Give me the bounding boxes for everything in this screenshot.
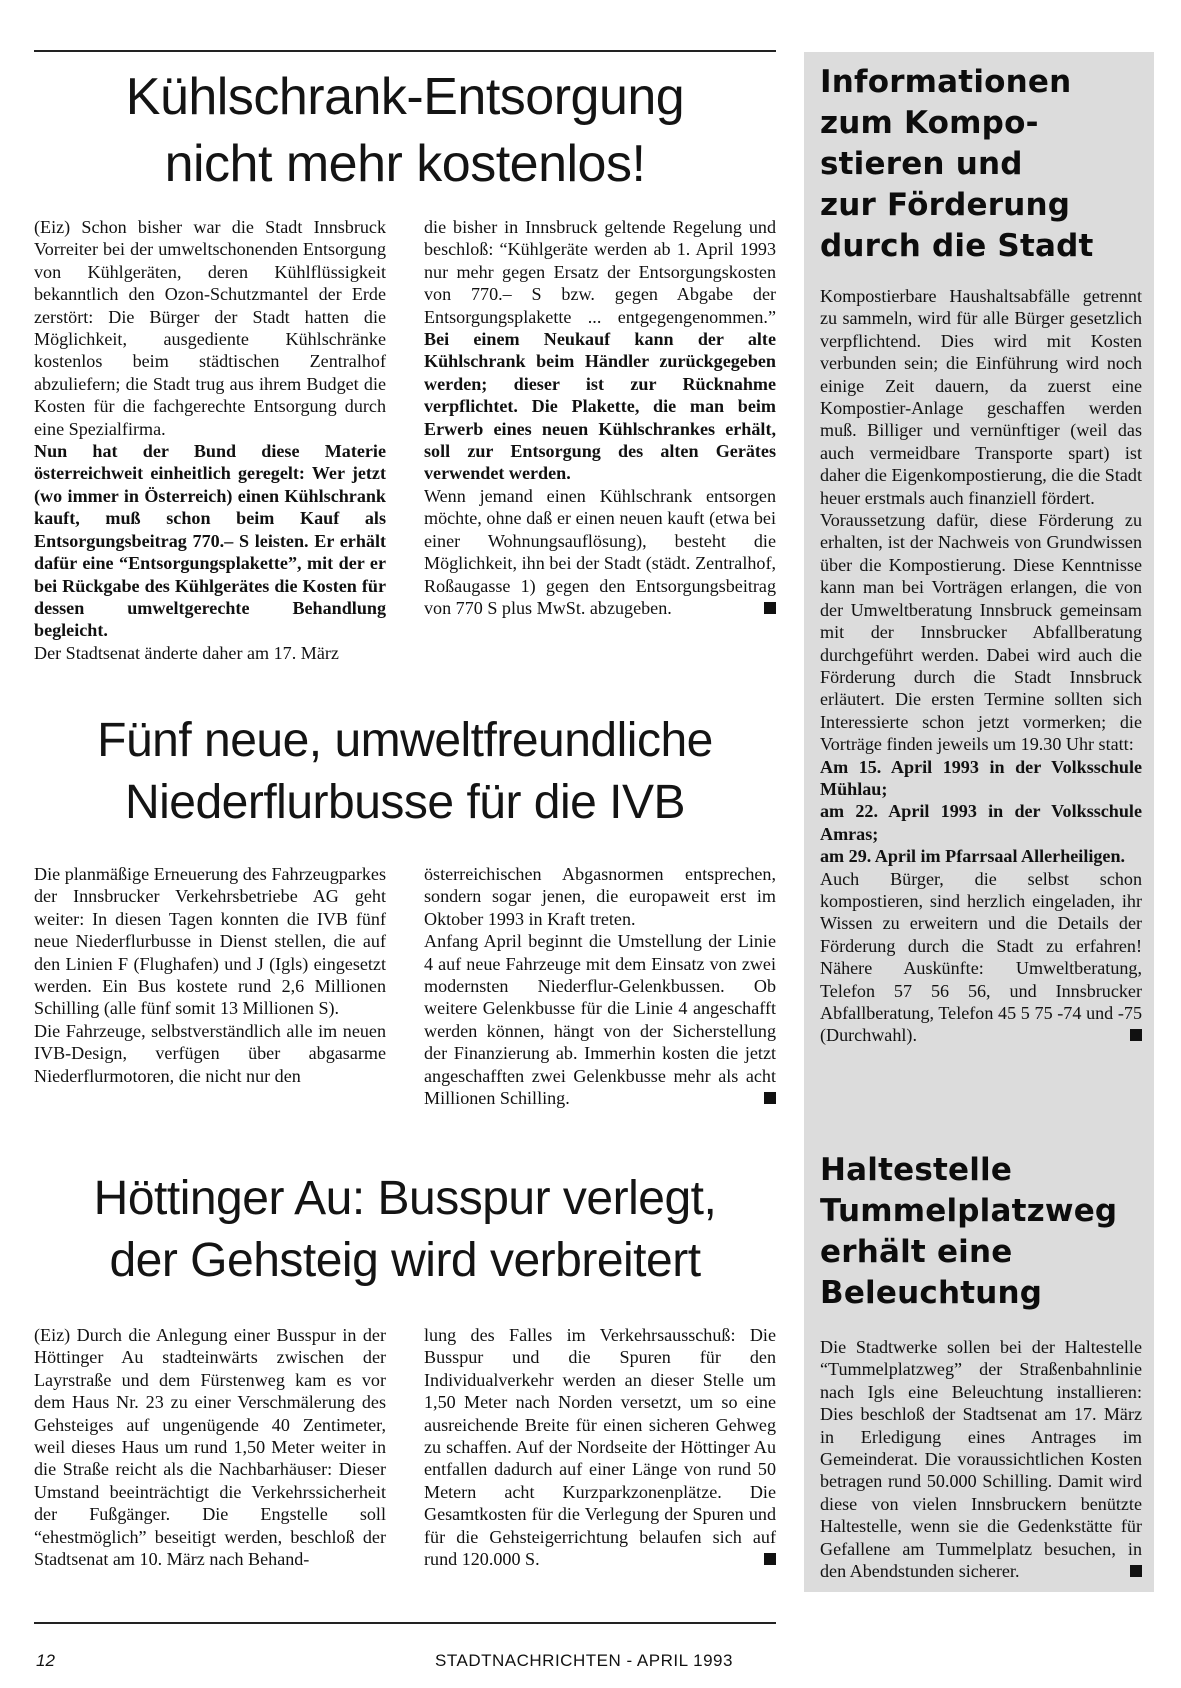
bottom-rule <box>34 1622 776 1624</box>
end-mark-icon <box>1130 1565 1142 1577</box>
article2-col-right <box>424 863 776 1109</box>
sidebar1-p1: Kompostierbare Haushaltsabfälle getrennt zu sammeln, wird für alle Bürger gesetzlich verpflichtend. Dies wird mit Kosten verbunden sein; die Einführung wird noch einige Zeit dauern, da zuerst eine Kompostier-Anlage geschaffen werden muß. Billiger und vernünftiger (weil das auch vermeidbare Transporte spart) ist daher die Eigenkompostierung, die die Stadt heuer erstmals auch finanziell fördert. <box>820 286 1142 508</box>
article1-left-p3: Der Stadtsenat änderte daher am 17. März <box>34 642 339 663</box>
article2-right-p1: österreichischen Abgasnormen entsprechen, sondern sogar jenen, die europaweit erst im Oktober 1993 in Kraft treten. <box>424 864 776 929</box>
end-mark-icon <box>764 1092 776 1104</box>
end-mark-icon <box>764 602 776 614</box>
article1-left-p1: (Eiz) Schon bisher war die Stadt Innsbruck Vorreiter bei der umweltschonenden Entsorgung von Kühlgeräten, deren Kühlflüssigkeit bekanntlich den Ozon-Schutzmantel der Erde zerstört: Die Bürger der Stadt hatten die Möglichkeit, ausgediente Kühlschränke kostenlos beim städtischen Zentralhof abzuliefern; die Stadt trug aus ihrem Budget die Kosten für die fachgerechte Entsorgung durch eine Spezialfirma. <box>34 217 386 439</box>
sidebar2-body <box>820 1336 1142 1582</box>
sidebar2-p1: Die Stadtwerke sollen bei der Haltestelle “Tummelplatzweg” der Straßenbahnlinie nach Igls eine Beleuchtung installieren: Dies beschloß der Stadtsenat am 17. März in Erledigung eines Antrages im Gemeinderat. Die voraussichtlichen Kosten betragen rund 50.000 Schilling. Damit wird diese von vielen Innsbruckern benützte Haltestelle, wenn sie die Gedenkstätte für Gefallene am Tummelplatz besuchen, in den Abendstunden sicherer. <box>820 1337 1142 1582</box>
article3-headline <box>34 1168 776 1292</box>
sidebar1-headline-line: zur Förderung <box>820 187 1071 223</box>
sidebar1-p2: Voraussetzung dafür, diese Förderung zu erhalten, ist der Nachweis von Grundwissen über die Kompostierung. Diese Kenntnisse kann man bei Vorträgen erlangen, die von der Umweltberatung Innsbruck gemeinsam mit der Innsbrucker Abfallberatung durchgeführt werden. Dabei wird auch die Förderung durch die Stadt Innsbruck erläutert. Die ersten Termine sollten sich Interessierte schon jetzt vormerken; die Vorträge finden jeweils um 19.30 Uhr statt: <box>820 510 1142 755</box>
article2-col-left <box>34 863 386 1087</box>
sidebar1-headline-line: durch die Stadt <box>820 228 1094 264</box>
article1-right-p1-bold: Bei einem Neukauf kann der alte Kühlschrank beim Händler zurückgegeben werden; dieser ist zur Rücknahme verpflichtet. Die Plakette, die man beim Erwerb eines neuen Kühlschrankes erhält, soll zur Entsorgung des alten Gerätes verwendet werden. <box>424 329 776 484</box>
article2-headline <box>34 710 776 834</box>
sidebar1-date2: am 22. April 1993 in der Volksschule Amras; <box>820 801 1142 844</box>
sidebar1-headline-line: stieren und <box>820 146 1023 182</box>
article3-col-right <box>424 1324 776 1570</box>
article1-col-left <box>34 216 386 664</box>
article1-headline-line1: Kühlschrank-Entsorgung <box>125 68 685 126</box>
end-mark-icon <box>764 1553 776 1565</box>
article3-headline-line2: der Gehsteig wird verbreitert <box>109 1234 701 1287</box>
article2-right-p2: Anfang April beginnt die Umstellung der Linie 4 auf neue Fahrzeuge mit dem Einsatz von zwei modernsten Niederflur-Gelenkbussen. Ob weitere Gelenkbusse für die Linie 4 angeschafft werden können, hängt von der Sicherstellung der Finanzierung ab. Immerhin kosten die jetzt angeschafften zwei Gelenkbusse mehr als acht Millionen Schilling. <box>424 931 776 1109</box>
publication-footer: STADTNACHRICHTEN - APRIL 1993 <box>435 1651 733 1670</box>
article1-right-p2: Wenn jemand einen Kühlschrank entsorgen möchte, ohne daß er einen neuen kauft (etwa bei einer Wohnungsauflösung), besteht die Möglichkeit, ihn bei der Stadt (städt. Zentralhof, Roßaugasse 1) gegen den Entsorgungsbeitrag von 770 S plus MwSt. abzugeben. <box>424 485 776 618</box>
sidebar2-headline-line: erhält eine <box>820 1234 1013 1270</box>
article1-left-p2: Nun hat der Bund diese Materie österreichweit einheitlich geregelt: Wer jetzt (wo immer in Österreich) einen Kühlschrank kauft, muß schon beim Kauf als Entsorgungsbeitrag 770.– S leisten. Er erhält dafür eine “Entsorgungsplakette”, mit der er bei Rückgabe des Kühlgerätes die Kosten für dessen umweltgerechte Behandlung begleicht. <box>34 441 386 641</box>
sidebar1-box <box>820 62 1142 1047</box>
sidebar1-p3: Auch Bürger, die selbst schon kompostieren, sind herzlich eingeladen, ihr Wissen zu erweitern und die Details der Förderung durch die Stadt zu erfahren! Nähere Auskünfte: Umweltberatung, Telefon 57 56 56, und Innsbrucker Abfallberatung, Telefon 45 5 75 -74 und -75 (Durchwahl). <box>820 868 1142 1046</box>
sidebar2-headline-line: Beleuchtung <box>820 1275 1043 1311</box>
sidebar2-box <box>820 1150 1142 1582</box>
sidebar1-date1: Am 15. April 1993 in der Volksschule Mühlau; <box>820 756 1142 799</box>
article3-headline-line1: Höttinger Au: Busspur verlegt, <box>93 1172 717 1225</box>
article1-right-p1: die bisher in Innsbruck geltende Regelung und beschloß: “Kühlgeräte werden ab 1. April 1993 nur mehr gegen Ersatz der Entsorgungskosten von 770.– S bzw. gegen Abgabe der Entsorgungsplakette ... entgegengenommen.” <box>424 217 776 327</box>
sidebar1-headline-line: Informationen <box>820 64 1072 100</box>
article1-headline <box>34 64 776 198</box>
sidebar1-headline <box>820 62 1142 267</box>
sidebar2-headline-line: Tummelplatzweg <box>820 1193 1118 1229</box>
sidebar1-headline-line: zum Kompo- <box>820 105 1039 141</box>
sidebar2-headline <box>820 1150 1142 1314</box>
top-rule <box>34 50 776 52</box>
article2-left-p2: Die Fahrzeuge, selbstverständlich alle im neuen IVB-Design, verfügen über abgasarme Niederflurmotoren, die nicht nur den <box>34 1020 386 1086</box>
sidebar1-body <box>820 285 1142 1047</box>
article3-left-p1: (Eiz) Durch die Anlegung einer Busspur in der Höttinger Au stadteinwärts zwischen der Layrstraße und dem Fürstenweg kam es vor dem Haus Nr. 23 zu einer Verschmälerung des Gehsteiges auf ungenügende 40 Zentimeter, weil dieses Haus um rund 1,50 Meter weiter in die Straße reicht als die Nachbarhäuser: Dieser Umstand beeinträchtigt die Verkehrssicherheit der Fußgänger. Die Engstelle soll “ehestmöglich” beseitigt werden, beschloß der Stadtsenat am 10. März nach Behand- <box>34 1325 386 1570</box>
article1-col-right <box>424 216 776 619</box>
article3-right-p1: lung des Falles im Verkehrsausschuß: Die Busspur und die Spuren für den Individualverkehr werden an dieser Stelle um 1,50 Meter nach Norden versetzt, um so eine ausreichende Breite für einen sicheren Gehweg zu schaffen. Auf der Nordseite der Höttinger Au entfallen dadurch auf einer Länge von rund 50 Metern acht Kurzparkzonenplätze. Die Gesamtkosten für die Verlegung der Spuren und für die Gehsteigerrichtung belaufen sich auf rund 120.000 S. <box>424 1325 776 1570</box>
article2-headline-line1: Fünf neue, umweltfreundliche <box>97 714 713 767</box>
article1-headline-line2: nicht mehr kostenlos! <box>164 135 646 193</box>
sidebar1-date3: am 29. April im Pfarrsaal Allerheiligen. <box>820 846 1126 867</box>
article3-col-left <box>34 1324 386 1570</box>
article2-headline-line2: Niederflurbusse für die IVB <box>124 776 686 829</box>
sidebar2-headline-line: Haltestelle <box>820 1152 1013 1188</box>
end-mark-icon <box>1130 1029 1142 1041</box>
page-number: 12 <box>36 1651 55 1670</box>
article2-left-p1: Die planmäßige Erneuerung des Fahrzeugparkes der Innsbrucker Verkehrsbetriebe AG geht weiter: In diesen Tagen konnten die IVB fünf neue Niederflurbusse in Dienst stellen, die auf den Linien F (Flughafen) und J (Igls) eingesetzt werden. Ein Bus kostete rund 2,6 Millionen Schilling (alle fünf somit 13 Millionen S). <box>34 864 386 1019</box>
